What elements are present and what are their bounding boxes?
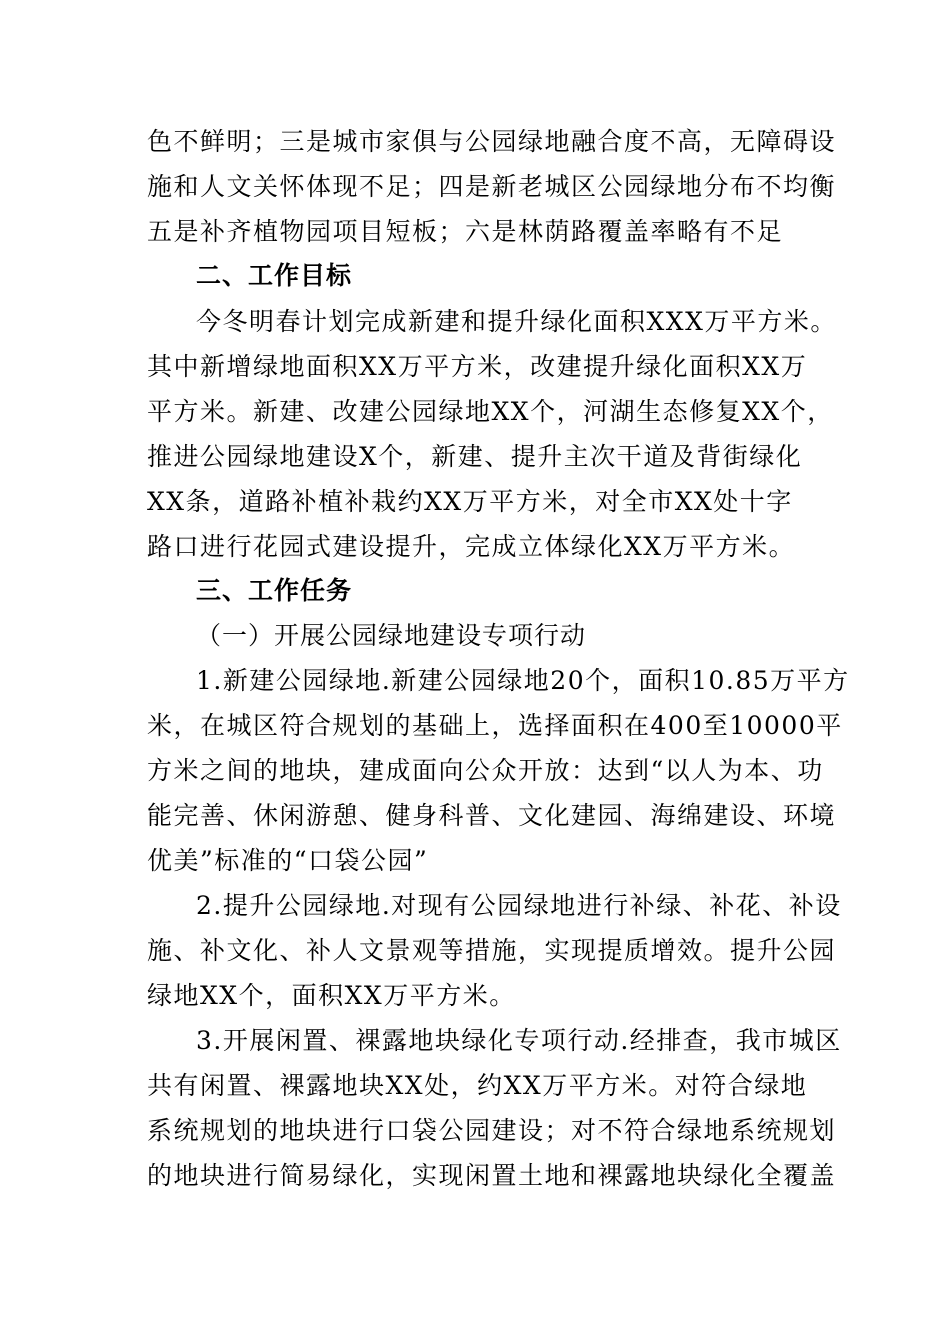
body-text-line: 优美”标准的“口袋公园” bbox=[147, 846, 429, 875]
body-text-line: 施和人文关怀体现不足；四是新老城区公园绿地分布不均衡 bbox=[147, 172, 837, 201]
body-text-line: XX条，道路补植补栽约XX万平方米，对全市XX处十字 bbox=[147, 487, 793, 516]
section-heading-goals: 二、工作目标 bbox=[196, 261, 353, 290]
body-text-line: 路口进行花园式建设提升，完成立体绿化XX万平方米。 bbox=[147, 532, 796, 561]
body-text-line: 米，在城区符合规划的基础上，选择面积在400至10000平 bbox=[147, 711, 843, 740]
body-text-line: 的地块进行简易绿化，实现闲置土地和裸露地块绿化全覆盖 bbox=[147, 1161, 837, 1190]
subsection-heading: （一）开展公园绿地建设专项行动 bbox=[196, 621, 587, 650]
body-text-line: 3.开展闲置、裸露地块绿化专项行动.经排查，我市城区 bbox=[196, 1026, 842, 1055]
section-heading-tasks: 三、工作任务 bbox=[196, 576, 353, 605]
body-text-line: 共有闲置、裸露地块XX处，约XX万平方米。对符合绿地 bbox=[147, 1071, 808, 1100]
body-text-line: 系统规划的地块进行口袋公园建设；对不符合绿地系统规划 bbox=[147, 1116, 837, 1145]
body-text-line: 色不鲜明；三是城市家俱与公园绿地融合度不高，无障碍设 bbox=[147, 127, 837, 156]
body-text-line: 其中新增绿地面积XX万平方米，改建提升绿化面积XX万 bbox=[147, 352, 808, 381]
body-text-line: 方米之间的地块，建成面向公众开放：达到“以人为本、功 bbox=[147, 756, 824, 785]
body-text-line: 1.新建公园绿地.新建公园绿地20个，面积10.85万平方 bbox=[196, 666, 850, 695]
body-text-line: 五是补齐植物园项目短板；六是林荫路覆盖率略有不足 bbox=[147, 217, 784, 246]
body-text-line: 今冬明春计划完成新建和提升绿化面积XXX万平方米。 bbox=[196, 307, 837, 336]
body-text-line: 绿地XX个，面积XX万平方米。 bbox=[147, 981, 516, 1010]
body-text-line: 平方米。新建、改建公园绿地XX个，河湖生态修复XX个， bbox=[147, 397, 834, 426]
body-text-line: 推进公园绿地建设X个，新建、提升主次干道及背街绿化 bbox=[147, 442, 803, 471]
body-text-line: 能完善、休闲游憩、健身科普、文化建园、海绵建设、环境 bbox=[147, 801, 837, 830]
body-text-line: 施、补文化、补人文景观等措施，实现提质增效。提升公园 bbox=[147, 936, 837, 965]
body-text-line: 2.提升公园绿地.对现有公园绿地进行补绿、补花、补设 bbox=[196, 891, 842, 920]
